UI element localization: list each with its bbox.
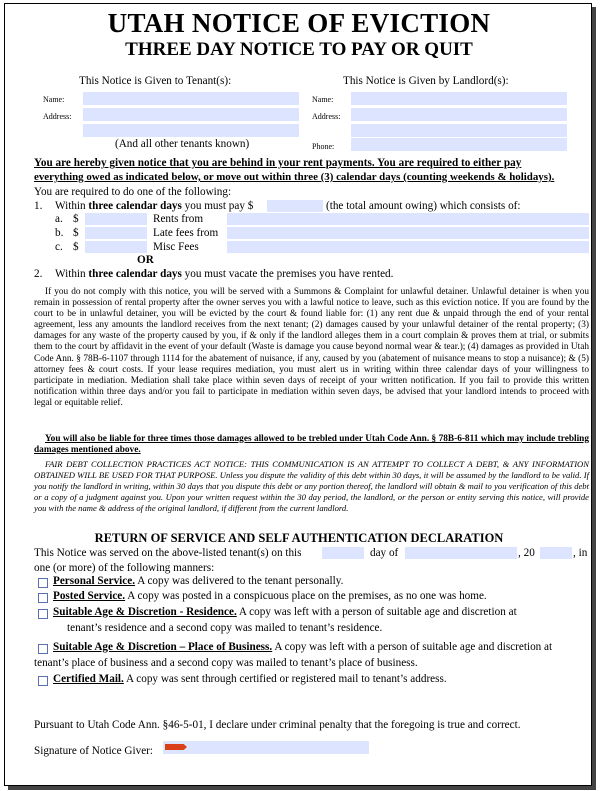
fee-item-a-detail[interactable] <box>227 213 589 225</box>
landlord-name-label: Name: <box>312 95 334 104</box>
posted-service-text: Posted Service. A copy was posted in a conspicuous place on the premises, as no one was home. <box>53 590 487 602</box>
fee-item-b-detail[interactable] <box>227 227 589 239</box>
document-subtitle: THREE DAY NOTICE TO PAY OR QUIT <box>125 39 473 60</box>
return-of-service-heading: RETURN OF SERVICE AND SELF AUTHENTICATION DECLARATION <box>94 531 504 545</box>
certified-mail-checkbox[interactable] <box>38 676 48 686</box>
business-service-text: Suitable Age & Discretion – Place of Business. A copy was left with a person of suitable age and discretion at <box>53 641 553 653</box>
posted-service-checkbox[interactable] <box>38 593 48 603</box>
residence-service-checkbox[interactable] <box>38 609 48 619</box>
eviction-notice-form <box>4 3 592 786</box>
document-title: UTAH NOTICE OF EVICTION <box>107 8 491 38</box>
fee-item-a-label: Rents from <box>153 213 204 225</box>
option-1-text: Within three calendar days you must pay $ <box>55 200 254 212</box>
fee-item-c-dollar: $ <box>73 241 79 253</box>
treble-damages-notice: You will also be liable for three times those damages allowed to be trebled under Utah Code Ann. § 78B-6-811 which may include trebling damages mentioned above. <box>34 434 589 456</box>
landlord-address-field-2[interactable] <box>351 124 567 137</box>
fee-item-b-dollar: $ <box>73 227 79 239</box>
tenant-address-field-1[interactable] <box>83 108 299 121</box>
landlord-address-field-1[interactable] <box>351 108 567 121</box>
signature-field[interactable] <box>163 741 369 754</box>
option-2-number: 2. <box>34 268 43 280</box>
fee-item-c-label: Misc Fees <box>153 241 199 253</box>
personal-service-checkbox[interactable] <box>38 578 48 588</box>
landlord-name-field[interactable] <box>351 92 567 105</box>
fee-item-a-dollar: $ <box>73 213 79 225</box>
signature-label: Signature of Notice Giver: <box>34 745 153 757</box>
served-day-label: day of <box>370 547 399 559</box>
declaration-text: Pursuant to Utah Code Ann. §46-5-01, I declare under criminal penalty that the foregoing is true and correct. <box>34 719 521 731</box>
notice-line-1: You are hereby given notice that you are behind in your rent payments. You are required to either pay <box>34 157 522 169</box>
tenant-address-label: Address: <box>43 112 72 121</box>
legal-paragraph: If you do not comply with this notice, you will be served with a Summons & Complaint for unlawful detainer. Unlawful detainer is when you remain in possession of rental property after the owner serves you with a lawful notice to leave, such as this eviction notice. If you are found by the court to be in unlawful detainer, you will be evicted by the court & found liable for: (1) any rent due & unpaid through the end of your rental agreement, less any amounts the landlord receives from the next tenant; (2) damages caused by your unlawful detainer of the rental property; (3) damages for any waste of the property caused by you, if & only if the landlord alleges them in a court complain & proves them at trial, or submits them to the court by affidavit in the event of your default (Waste is damage you cause beyond normal wear & tear.); (4) damages as provided in Utah Code Ann. § 78B-6-1107 through 1114 for the abatement of nuisance, if any, caused by you (abatement of nuisance means to stop a nuisance); & (5) attorney fees & court costs. If your lease requires mediation, you must alert us in writing within three calendar days of your willingness to participate in mediation. Mediation shall take place within seven days of receipt of your written notification. If you fail to provide this written notification within three days and/or you fail to participate in mediation within seven days, be advised that your landlord intends to proceed with legal or equitable relief. <box>34 287 589 408</box>
served-in-label: , in <box>573 547 588 559</box>
served-year-label: , 20 <box>518 547 535 559</box>
served-year-field[interactable] <box>540 547 572 559</box>
fee-item-c-letter: c. <box>55 241 63 253</box>
sign-here-flag-icon <box>165 744 187 750</box>
served-day-field[interactable] <box>322 547 364 559</box>
tenant-address-field-2[interactable] <box>83 124 299 137</box>
landlord-phone-label: Phone: <box>312 142 335 151</box>
served-manners-text: one (or more) of the following manners: <box>34 562 215 574</box>
served-text: This Notice was served on the above-listed tenant(s) on this <box>34 547 302 559</box>
landlord-address-label: Address: <box>312 112 341 121</box>
personal-service-text: Personal Service. A copy was delivered to the tenant personally. <box>53 575 344 587</box>
business-service-checkbox[interactable] <box>38 644 48 654</box>
fee-item-b-amount[interactable] <box>85 227 147 239</box>
business-service-text-2: tenant’s place of business and a second copy was mailed to tenant’s place of business. <box>34 657 418 669</box>
fee-item-c-amount[interactable] <box>85 241 147 253</box>
tenant-name-label: Name: <box>43 95 65 104</box>
option-2-text: Within three calendar days you must vacate the premises you have rented. <box>55 268 394 280</box>
option-1-text-end: (the total amount owing) which consists of: <box>326 200 521 212</box>
tenant-others-note: (And all other tenants known) <box>115 138 250 150</box>
fee-item-a-amount[interactable] <box>85 213 147 225</box>
notice-line-2: everything owed as indicated below, or move out within three (3) calendar days (counting weekends & holidays). <box>34 171 555 183</box>
option-1-number: 1. <box>34 200 43 212</box>
notice-intro: You are required to do one of the following: <box>34 186 232 198</box>
or-separator: OR <box>137 254 154 266</box>
served-month-field[interactable] <box>405 547 517 559</box>
residence-service-text: Suitable Age & Discretion - Residence. A copy was left with a person of suitable age and discretion at <box>53 606 517 618</box>
tenant-heading: This Notice is Given to Tenant(s): <box>79 75 232 87</box>
fee-item-a-letter: a. <box>55 213 63 225</box>
fee-item-b-label: Late fees from <box>153 227 219 239</box>
fee-item-c-detail[interactable] <box>227 241 589 253</box>
tenant-name-field[interactable] <box>83 92 299 105</box>
landlord-phone-field[interactable] <box>351 138 567 151</box>
total-amount-field[interactable] <box>267 200 323 212</box>
residence-service-text-2: tenant’s residence and a second copy was mailed to tenant’s residence. <box>67 622 383 634</box>
landlord-heading: This Notice is Given by Landlord(s): <box>343 75 509 87</box>
certified-mail-text: Certified Mail. A copy was sent through certified or registered mail to tenant’s address. <box>53 673 447 685</box>
fee-item-b-letter: b. <box>55 227 64 239</box>
fdcpa-notice: FAIR DEBT COLLECTION PRACTICES ACT NOTICE: THIS COMMUNICATION IS AN ATTEMPT TO COLLECT A DEBT, & ANY INFORMATION OBTAINED WILL BE USED FOR THAT PURPOSE. Unless you dispute the validity of this debt within 30 days, it will be assumed by the landlord to be valid. If you notify the landlord in writing, within 30 days that you dispute this debt or any portion thereof, the landlord will obtain & mail to you verification of this debt or a copy of a judgment against you. Upon your written request within the 30 day period, the landlord, or the person or entity serving this notice, will provide you with the name & address of the original landlord, if different from the current landlord. <box>34 459 589 513</box>
